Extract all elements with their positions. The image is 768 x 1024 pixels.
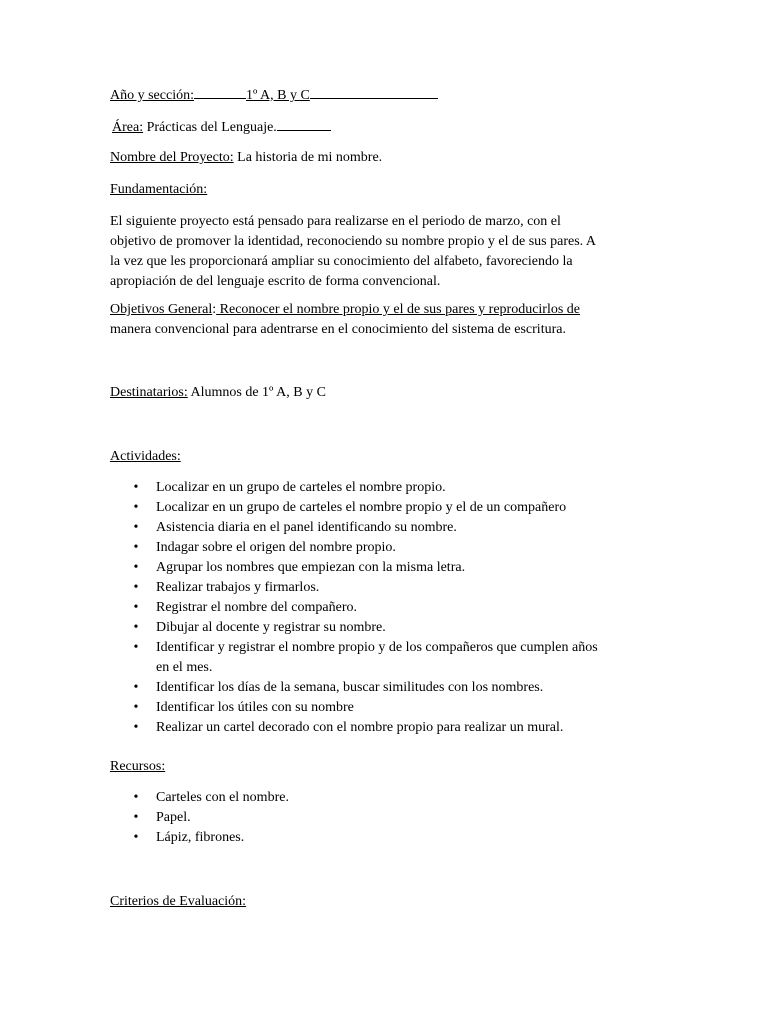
bullet-icon: • (133, 790, 139, 805)
bullet-icon: • (133, 680, 139, 695)
bullet-icon: • (133, 540, 139, 555)
list-item: • Realizar un cartel decorado con el nombre propio para realizar un mural. (110, 718, 658, 738)
blank-underline (277, 118, 331, 131)
objetivos-text: Reconocer el nombre propio y el de sus pares y reproducirlos de (216, 302, 581, 317)
anio-seccion-line (110, 86, 438, 106)
list-item: • Papel. (110, 808, 658, 828)
bullet-icon: • (133, 700, 139, 715)
proyecto-value: La historia de mi nombre. (237, 150, 383, 165)
list-item: • Identificar y registrar el nombre propio y de los compañeros que cumplen años en el mes. (110, 638, 658, 678)
destinatarios-label: Destinatarios: (110, 385, 188, 400)
paragraph-line: objetivo de promover la identidad, reconociendo su nombre propio y el de sus pares. A (110, 234, 596, 249)
list-item: • Realizar trabajos y firmarlos. (110, 578, 658, 598)
objetivos-colon: : (212, 302, 217, 317)
bullet-icon: • (133, 560, 139, 575)
list-item: • Lápiz, fibrones. (110, 828, 658, 848)
blank-underline (310, 86, 438, 99)
list-item: • Indagar sobre el origen del nombre propio. (110, 538, 658, 558)
criterios-heading: Criterios de Evaluación: (110, 894, 247, 909)
bullet-icon: • (133, 580, 139, 595)
proyecto-line (110, 148, 382, 168)
bullet-icon: • (133, 810, 139, 825)
area-value: Prácticas del Lenguaje. (146, 120, 277, 135)
recursos-list (110, 788, 658, 848)
paragraph-line: apropiación de del lenguaje escrito de forma convencional. (110, 274, 441, 289)
area-line (112, 118, 331, 138)
bullet-icon: • (133, 830, 139, 845)
paragraph-line: manera convencional para adentrarse en el conocimiento del sistema de escritura. (110, 322, 566, 337)
bullet-icon: • (133, 720, 139, 735)
bullet-icon: • (133, 640, 139, 655)
bullet-icon: • (133, 520, 139, 535)
list-item: • Identificar los días de la semana, buscar similitudes con los nombres. (110, 678, 658, 698)
area-label: Área: (112, 120, 144, 135)
paragraph-line (110, 300, 658, 320)
paragraph-line: la vez que les proporcionará ampliar su conocimiento del alfabeto, favoreciendo la (110, 254, 573, 269)
list-item: • Registrar el nombre del compañero. (110, 598, 658, 618)
list-item: • Identificar los útiles con su nombre (110, 698, 658, 718)
destinatarios-value: Alumnos de 1º A, B y C (190, 385, 326, 400)
objetivos-label: Objetivos General (110, 302, 213, 317)
paragraph-line: El siguiente proyecto está pensado para realizarse en el periodo de marzo, con el (110, 214, 561, 229)
bullet-icon: • (133, 480, 139, 495)
bullet-icon: • (133, 500, 139, 515)
anio-seccion-value: 1º A, B y C (245, 88, 310, 103)
bullet-icon: • (133, 620, 139, 635)
objetivos-paragraph (110, 300, 658, 340)
destinatarios-line (110, 383, 326, 403)
bullet-icon: • (133, 600, 139, 615)
fundamentacion-paragraph (110, 212, 658, 292)
actividades-heading: Actividades: (110, 449, 181, 464)
actividades-list (110, 478, 658, 738)
list-item: • Carteles con el nombre. (110, 788, 658, 808)
fundamentacion-heading: Fundamentación: (110, 182, 208, 197)
blank-underline (194, 86, 246, 99)
list-item: • Localizar en un grupo de carteles el nombre propio. (110, 478, 658, 498)
anio-seccion-label: Año y sección: (110, 88, 194, 103)
list-item: • Dibujar al docente y registrar su nombre. (110, 618, 658, 638)
proyecto-label: Nombre del Proyecto: (110, 150, 234, 165)
list-item: • Localizar en un grupo de carteles el nombre propio y el de un compañero (110, 498, 658, 518)
list-item: • Asistencia diaria en el panel identificando su nombre. (110, 518, 658, 538)
list-item: • Agrupar los nombres que empiezan con la misma letra. (110, 558, 658, 578)
recursos-heading: Recursos: (110, 759, 166, 774)
